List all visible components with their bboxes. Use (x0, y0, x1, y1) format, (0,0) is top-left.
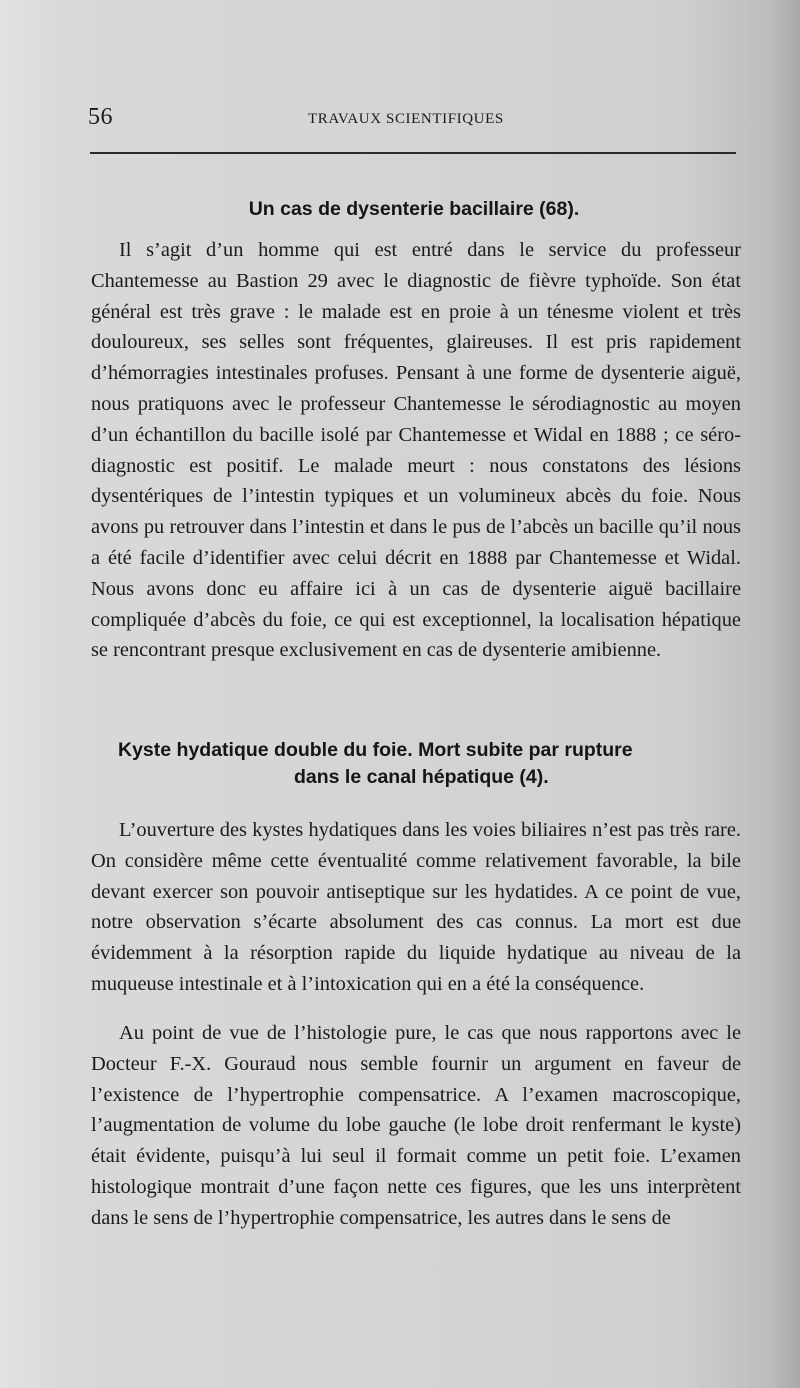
paragraph-text: L’ouverture des kystes hydatiques dans les voies biliaires n’est pas très rare. On considère même cette éventualité comme relativement favorable, la bile devant exercer son pouvoir antiseptique sur les hydatides. A ce point de vue, notre observation s’écarte absolument des cas connus. La mort est due évidemment à la résorption rapide du liquide hydatique au niveau de la muqueuse intestinale et à l’intoxication qui en a été la conséquence. (91, 819, 741, 995)
paragraph-text: Au point de vue de l’histologie pure, le cas que nous rapportons avec le Docteur F.-X. Gouraud nous semble fournir un argument en faveur de l’existence de l’hypertrophie compensatrice. A l’examen macroscopique, l’augmentation de volume du lobe gauche (le lobe droit renfermant le kyste) était évidente, puisqu’à lui seul il formait comme un petit foie. L’examen histologique montrait d’une façon nette ces figures, que les uns interprètent dans le sens de l’hypertrophie compensatrice, les autres dans le sens de (91, 1022, 741, 1229)
section-title-kyste-line2: dans le canal hépatique (4). (294, 766, 549, 788)
paragraph-text: Il s’agit d’un homme qui est entré dans le service du professeur Chantemesse au Bastion 29 avec le diagnostic de fièvre typhoïde. Son état général est très grave : le malade est en proie à un ténesme violent et très douloureux, ses selles sont fréquentes, glaireuses. Il est pris rapidement d’hémorragies intestinales profuses. Pensant à une forme de dysenterie aiguë, nous pratiquons avec le professeur Chantemesse le sérodiagnostic au moyen d’un échantillon du bacille isolé par Chantemesse et Widal en 1888 ; ce séro-diagnostic est positif. Le malade meurt : nous constatons des lésions dysentériques de l’intestin typiques et un volumineux abcès du foie. Nous avons pu retrouver dans l’intestin et dans le pus de l’abcès un bacille qu’il nous a été facile d’identifier avec celui décrit en 1888 par Chantemesse et Widal. Nous avons donc eu affaire ici à un cas de dysenterie aiguë bacillaire compliquée d’abcès du foie, ce qui est exceptionnel, la localisation hépatique se rencontrant presque exclusivement en cas de dysenterie amibienne. (91, 239, 741, 662)
body-paragraph-kyste-2 (91, 1018, 741, 1234)
section-title-kyste (88, 737, 740, 791)
header-rule (90, 152, 736, 154)
section-title-dysenterie: Un cas de dysenterie bacillaire (68). (248, 198, 580, 220)
page-number: 56 (88, 104, 113, 130)
running-title: TRAVAUX SCIENTIFIQUES (308, 111, 504, 127)
body-paragraph-kyste-1 (91, 815, 741, 1000)
body-paragraph-dysenterie (91, 235, 741, 666)
section-title-kyste-line1: Kyste hydatique double du foie. Mort subite par rupture (118, 739, 633, 761)
